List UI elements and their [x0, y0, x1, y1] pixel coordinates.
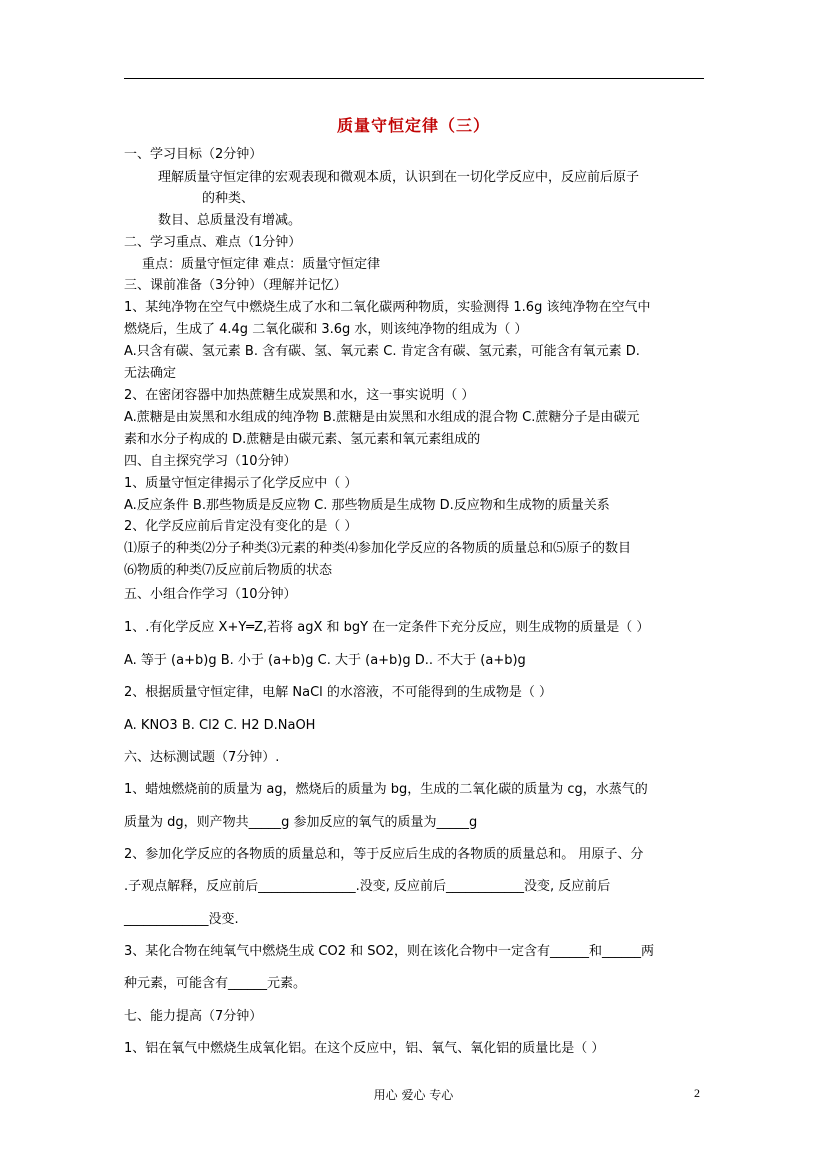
text-line: A.反应条件 B.那些物质是反应物 C. 那些物质是生成物 D.反应物和生成物的质量关系	[124, 498, 610, 513]
text-line: 1、.有化学反应 X+Y═Z,若将 agX 和 bgY 在一定条件下充分反应，则生成物的质量是（ ）	[124, 620, 650, 635]
text-line: 数目、总质量没有增减。	[158, 213, 302, 228]
section-heading: 二、学习重点、难点（1分钟）	[124, 235, 302, 250]
section-heading: 六、达标测试题（7分钟）.	[124, 750, 280, 765]
text-line: 种元素，可能含有______元素。	[124, 976, 307, 991]
text-line: A.只含有碳、氢元素 B. 含有碳、氢、氧元素 C. 肯定含有碳、氢元素，可能含有氧元素 D.	[124, 344, 640, 359]
text-line: A. KNO3 B. Cl2 C. H2 D.NaOH	[124, 718, 316, 733]
text-line: 重点：质量守恒定律 难点：质量守恒定律	[142, 257, 381, 272]
text-line: 无法确定	[124, 366, 177, 381]
text-line: 2、根据质量守恒定律，电解 NaCl 的水溶液，不可能得到的生成物是（ ）	[124, 685, 553, 700]
text-line: ⑴原子的种类⑵分子种类⑶元素的种类⑷参加化学反应的各物质的质量总和⑸原子的数目	[124, 541, 632, 556]
text-line: 2、化学反应前后肯定没有变化的是（ ）	[124, 519, 358, 534]
section-heading: 五、小组合作学习（10分钟）	[124, 587, 297, 602]
text-line: 3、某化合物在纯氧气中燃烧生成 CO2 和 SO2，则在该化合物中一定含有______和______两	[124, 944, 655, 959]
text-line: 1、蜡烛燃烧前的质量为 ag，燃烧后的质量为 bg，生成的二氧化碳的质量为 cg，水蒸气的	[124, 782, 648, 797]
text-line: 质量为 dg，则产物共_____g 参加反应的氧气的质量为_____g	[124, 815, 478, 830]
page-title: 质量守恒定律（三）	[336, 116, 490, 135]
text-line: 理解质量守恒定律的宏观表现和微观本质，认识到在一切化学反应中，反应前后原子	[158, 170, 640, 185]
text-line: 素和水分子构成的 D.蔗糖是由碳元素、氢元素和氧元素组成的	[124, 432, 481, 447]
text-line: A.蔗糖是由炭黑和水组成的纯净物 B.蔗糖是由炭黑和水组成的混合物 C.蔗糖分子是由碳元	[124, 410, 640, 425]
text-line: 2、在密闭容器中加热蔗糖生成炭黑和水，这一事实说明（ ）	[124, 388, 475, 403]
page-number: 2	[694, 1086, 700, 1100]
text-line: 1、质量守恒定律揭示了化学反应中（ ）	[124, 476, 358, 491]
section-heading: 三、课前准备（3分钟）（理解并记忆）	[124, 278, 347, 293]
text-line: 燃烧后，生成了 4.4g 二氧化碳和 3.6g 水，则该纯净物的组成为（ ）	[124, 322, 528, 337]
text-line: A. 等于 (a+b)g B. 小于 (a+b)g C. 大于 (a+b)g D.. 不大于 (a+b)g	[124, 653, 526, 668]
header-rule	[124, 78, 704, 79]
text-line: 2、参加化学反应的各物质的质量总和，等于反应后生成的各物质的质量总和。 用原子、分	[124, 847, 644, 862]
text-line: ⑹物质的种类⑺反应前后物质的状态	[124, 563, 333, 578]
text-line: .子观点解释，反应前后_______________.没变, 反应前后____________没变, 反应前后	[124, 879, 611, 894]
text-line: 的种类、	[202, 191, 255, 206]
section-heading: 一、学习目标（2分钟）	[124, 147, 263, 162]
section-heading: 七、能力提高（7分钟）	[124, 1009, 263, 1024]
page-footer: 用心 爱心 专心	[373, 1088, 454, 1102]
section-heading: 四、自主探究学习（10分钟）	[124, 454, 297, 469]
text-line: 1、某纯净物在空气中燃烧生成了水和二氧化碳两种物质，实验测得 1.6g 该纯净物在空气中	[124, 300, 651, 315]
text-line: _____________没变.	[124, 912, 239, 927]
text-line: 1、铝在氧气中燃烧生成氧化铝。在这个反应中，铝、氧气、氧化铝的质量比是（ ）	[124, 1041, 605, 1056]
